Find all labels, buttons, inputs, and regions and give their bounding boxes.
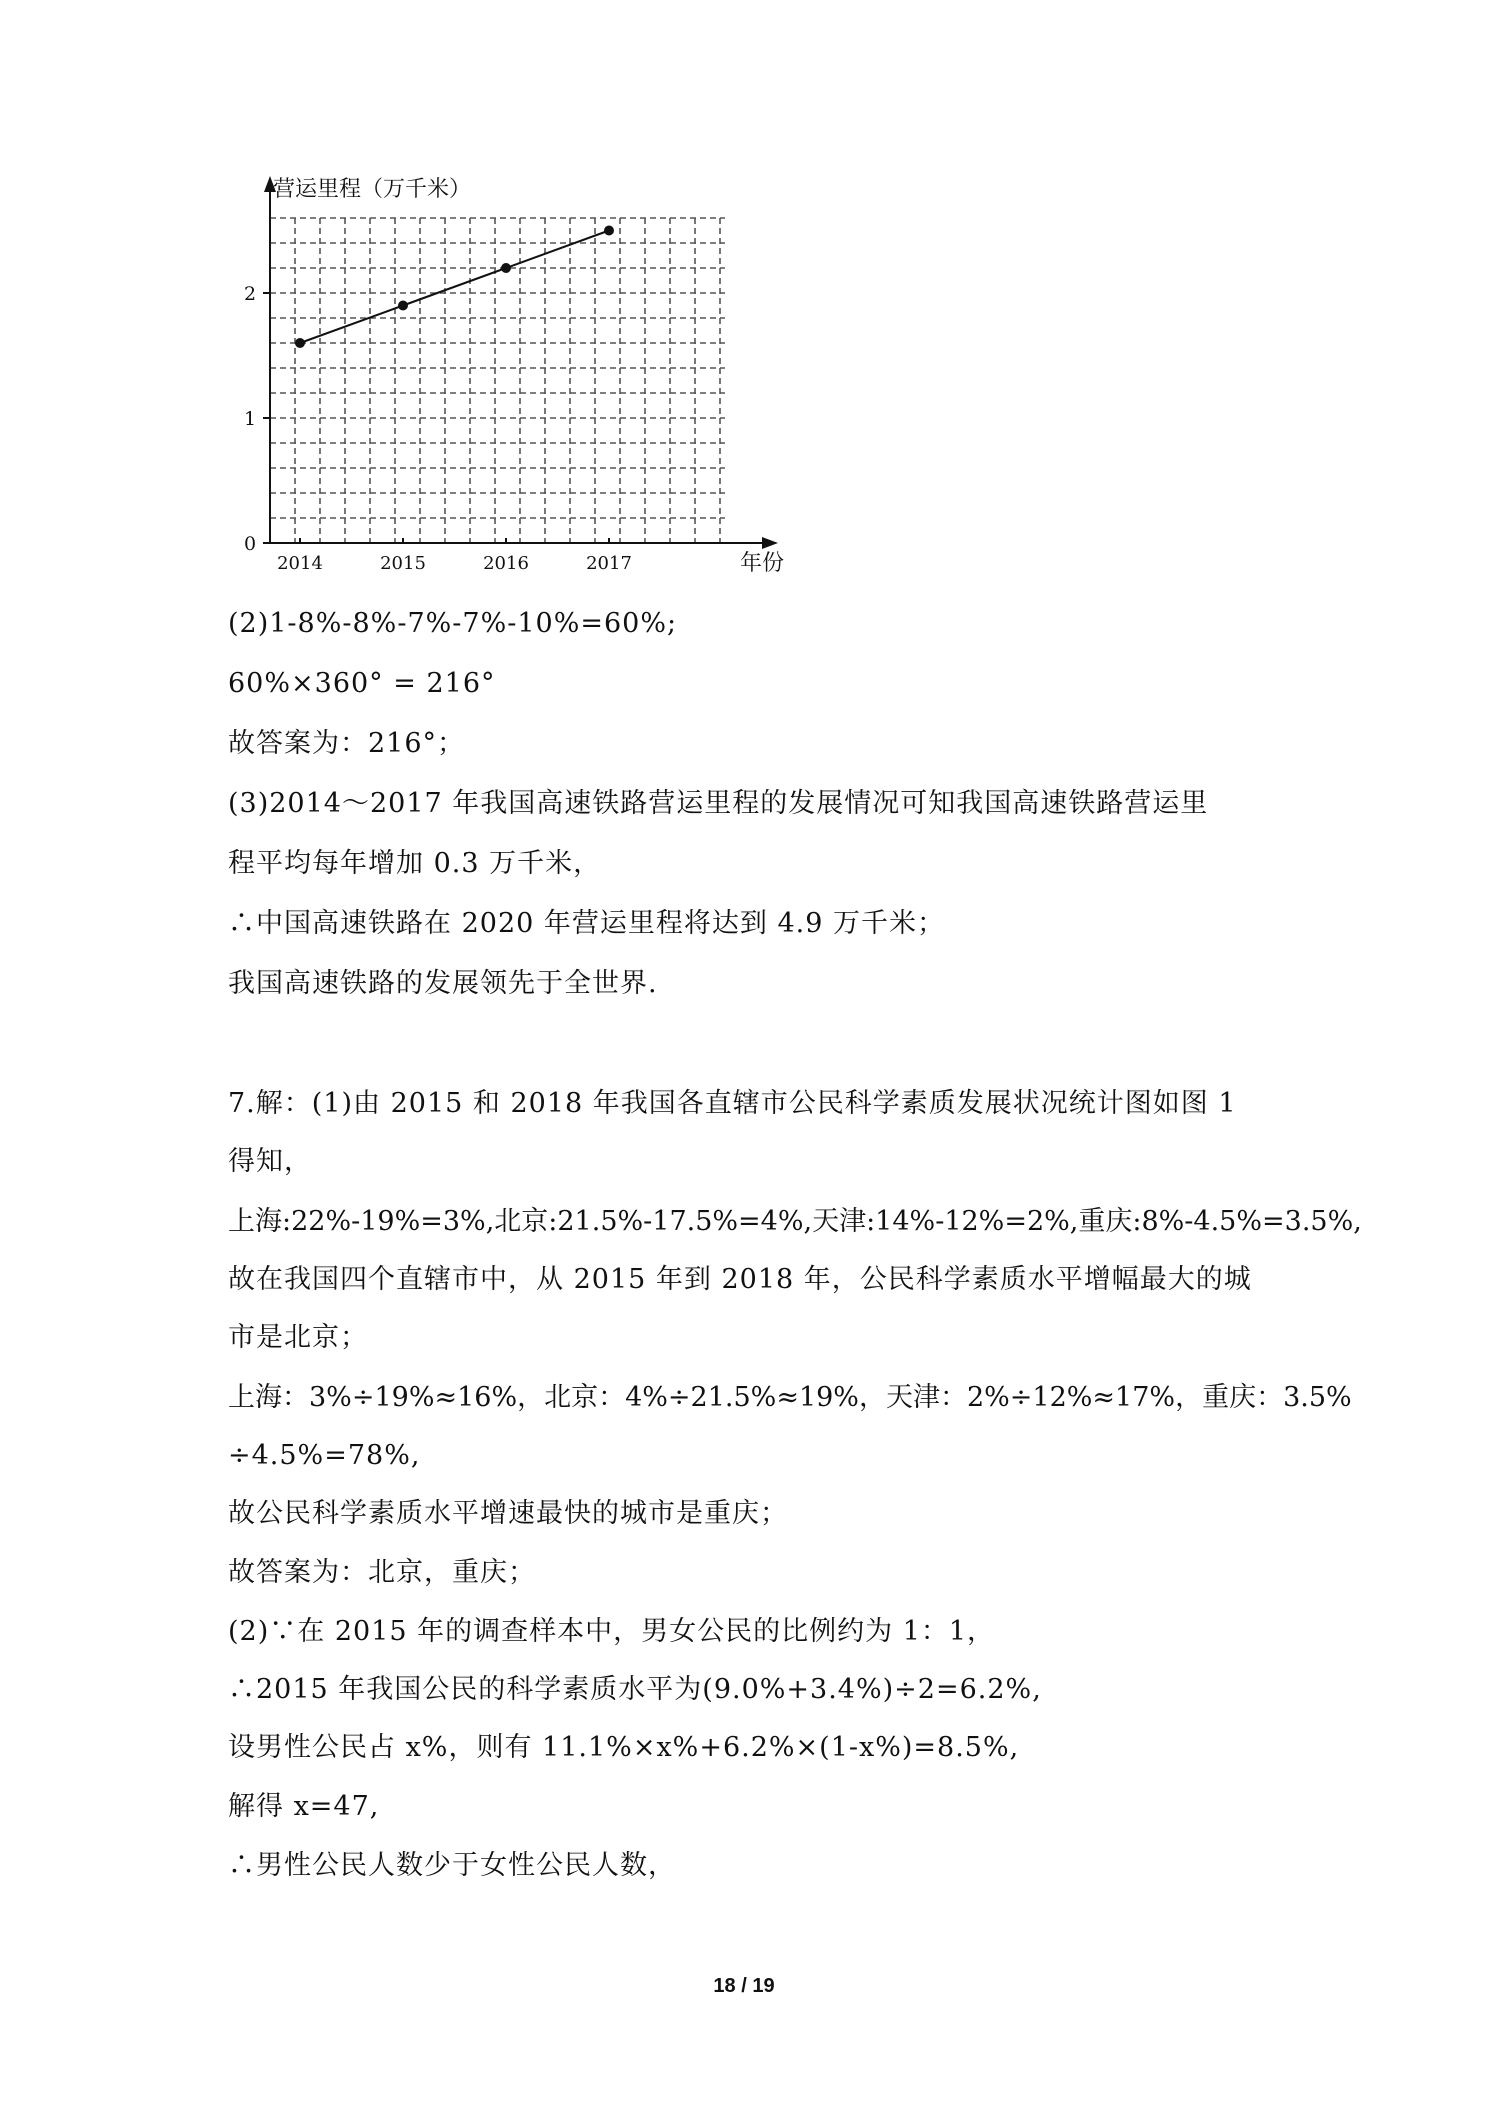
text-line-16: 故答案为：北京，重庆；	[228, 1557, 536, 1588]
series-line	[300, 231, 609, 344]
text-line-1: (2)1-8%-8%-7%-7%-10%=60%;	[228, 608, 678, 639]
text-line-21: ∴男性公民人数少于女性公民人数，	[228, 1850, 676, 1881]
text-line-4: (3)2014～2017 年我国高速铁路营运里程的发展情况可知我国高速铁路营运里	[228, 788, 1209, 819]
text-line-11: 故在我国四个直辖市中，从 2015 年到 2018 年，公民科学素质水平增幅最大的城	[228, 1264, 1252, 1295]
x-tick-label: 2016	[483, 553, 529, 574]
chart-grid	[270, 218, 725, 543]
text-line-17: (2)∵在 2015 年的调查样本中，男女公民的比例约为 1：1，	[228, 1616, 996, 1647]
data-point	[501, 263, 511, 273]
x-axis-arrow	[762, 537, 778, 549]
text-line-10: 上海:22%-19%=3%,北京:21.5%-17.5%=4%,天津:14%-12%=2%,重庆:8%-4.5%=3.5%,	[228, 1206, 1362, 1237]
y-tick-label: 1	[244, 408, 257, 430]
text-line-14: ÷4.5%=78%,	[228, 1440, 421, 1471]
text-line-12: 市是北京；	[228, 1322, 368, 1353]
y-axis-label: 营运里程（万千米）	[273, 177, 472, 202]
x-tick-label: 2014	[277, 553, 323, 574]
chart-ticks	[244, 283, 632, 574]
data-point	[398, 301, 408, 311]
text-line-7: 我国高速铁路的发展领先于全世界.	[228, 968, 658, 999]
y-tick-label: 0	[244, 533, 257, 555]
text-line-19: 设男性公民占 x%，则有 11.1%×x%+6.2%×(1-x%)=8.5%,	[228, 1732, 1020, 1763]
y-tick-label: 2	[244, 283, 257, 305]
text-line-13: 上海：3%÷19%≈16%，北京：4%÷21.5%≈19%，天津：2%÷12%≈17%，重庆：3.5%	[228, 1382, 1352, 1413]
text-line-8: 7.解：(1)由 2015 和 2018 年我国各直辖市公民科学素质发展状况统计图如图 1	[228, 1088, 1237, 1119]
mileage-line-chart	[225, 170, 805, 590]
data-point	[295, 338, 305, 348]
x-axis-label: 年份	[740, 551, 785, 576]
text-line-6: ∴中国高速铁路在 2020 年营运里程将达到 4.9 万千米；	[228, 908, 945, 939]
text-line-5: 程平均每年增加 0.3 万千米，	[228, 848, 602, 879]
text-line-15: 故公民科学素质水平增速最快的城市是重庆；	[228, 1498, 788, 1529]
x-tick-label: 2015	[380, 553, 426, 574]
text-line-20: 解得 x=47,	[228, 1791, 380, 1822]
data-point	[604, 226, 614, 236]
text-line-9: 得知，	[228, 1146, 312, 1177]
text-line-2: 60%×360° = 216°	[228, 668, 496, 699]
text-line-3: 故答案为：216°；	[228, 728, 466, 759]
chart-series	[295, 226, 614, 349]
x-tick-label: 2017	[586, 553, 632, 574]
page-number: 18 / 19	[713, 1975, 775, 1997]
text-line-18: ∴2015 年我国公民的科学素质水平为(9.0%+3.4%)÷2=6.2%,	[228, 1674, 1042, 1705]
